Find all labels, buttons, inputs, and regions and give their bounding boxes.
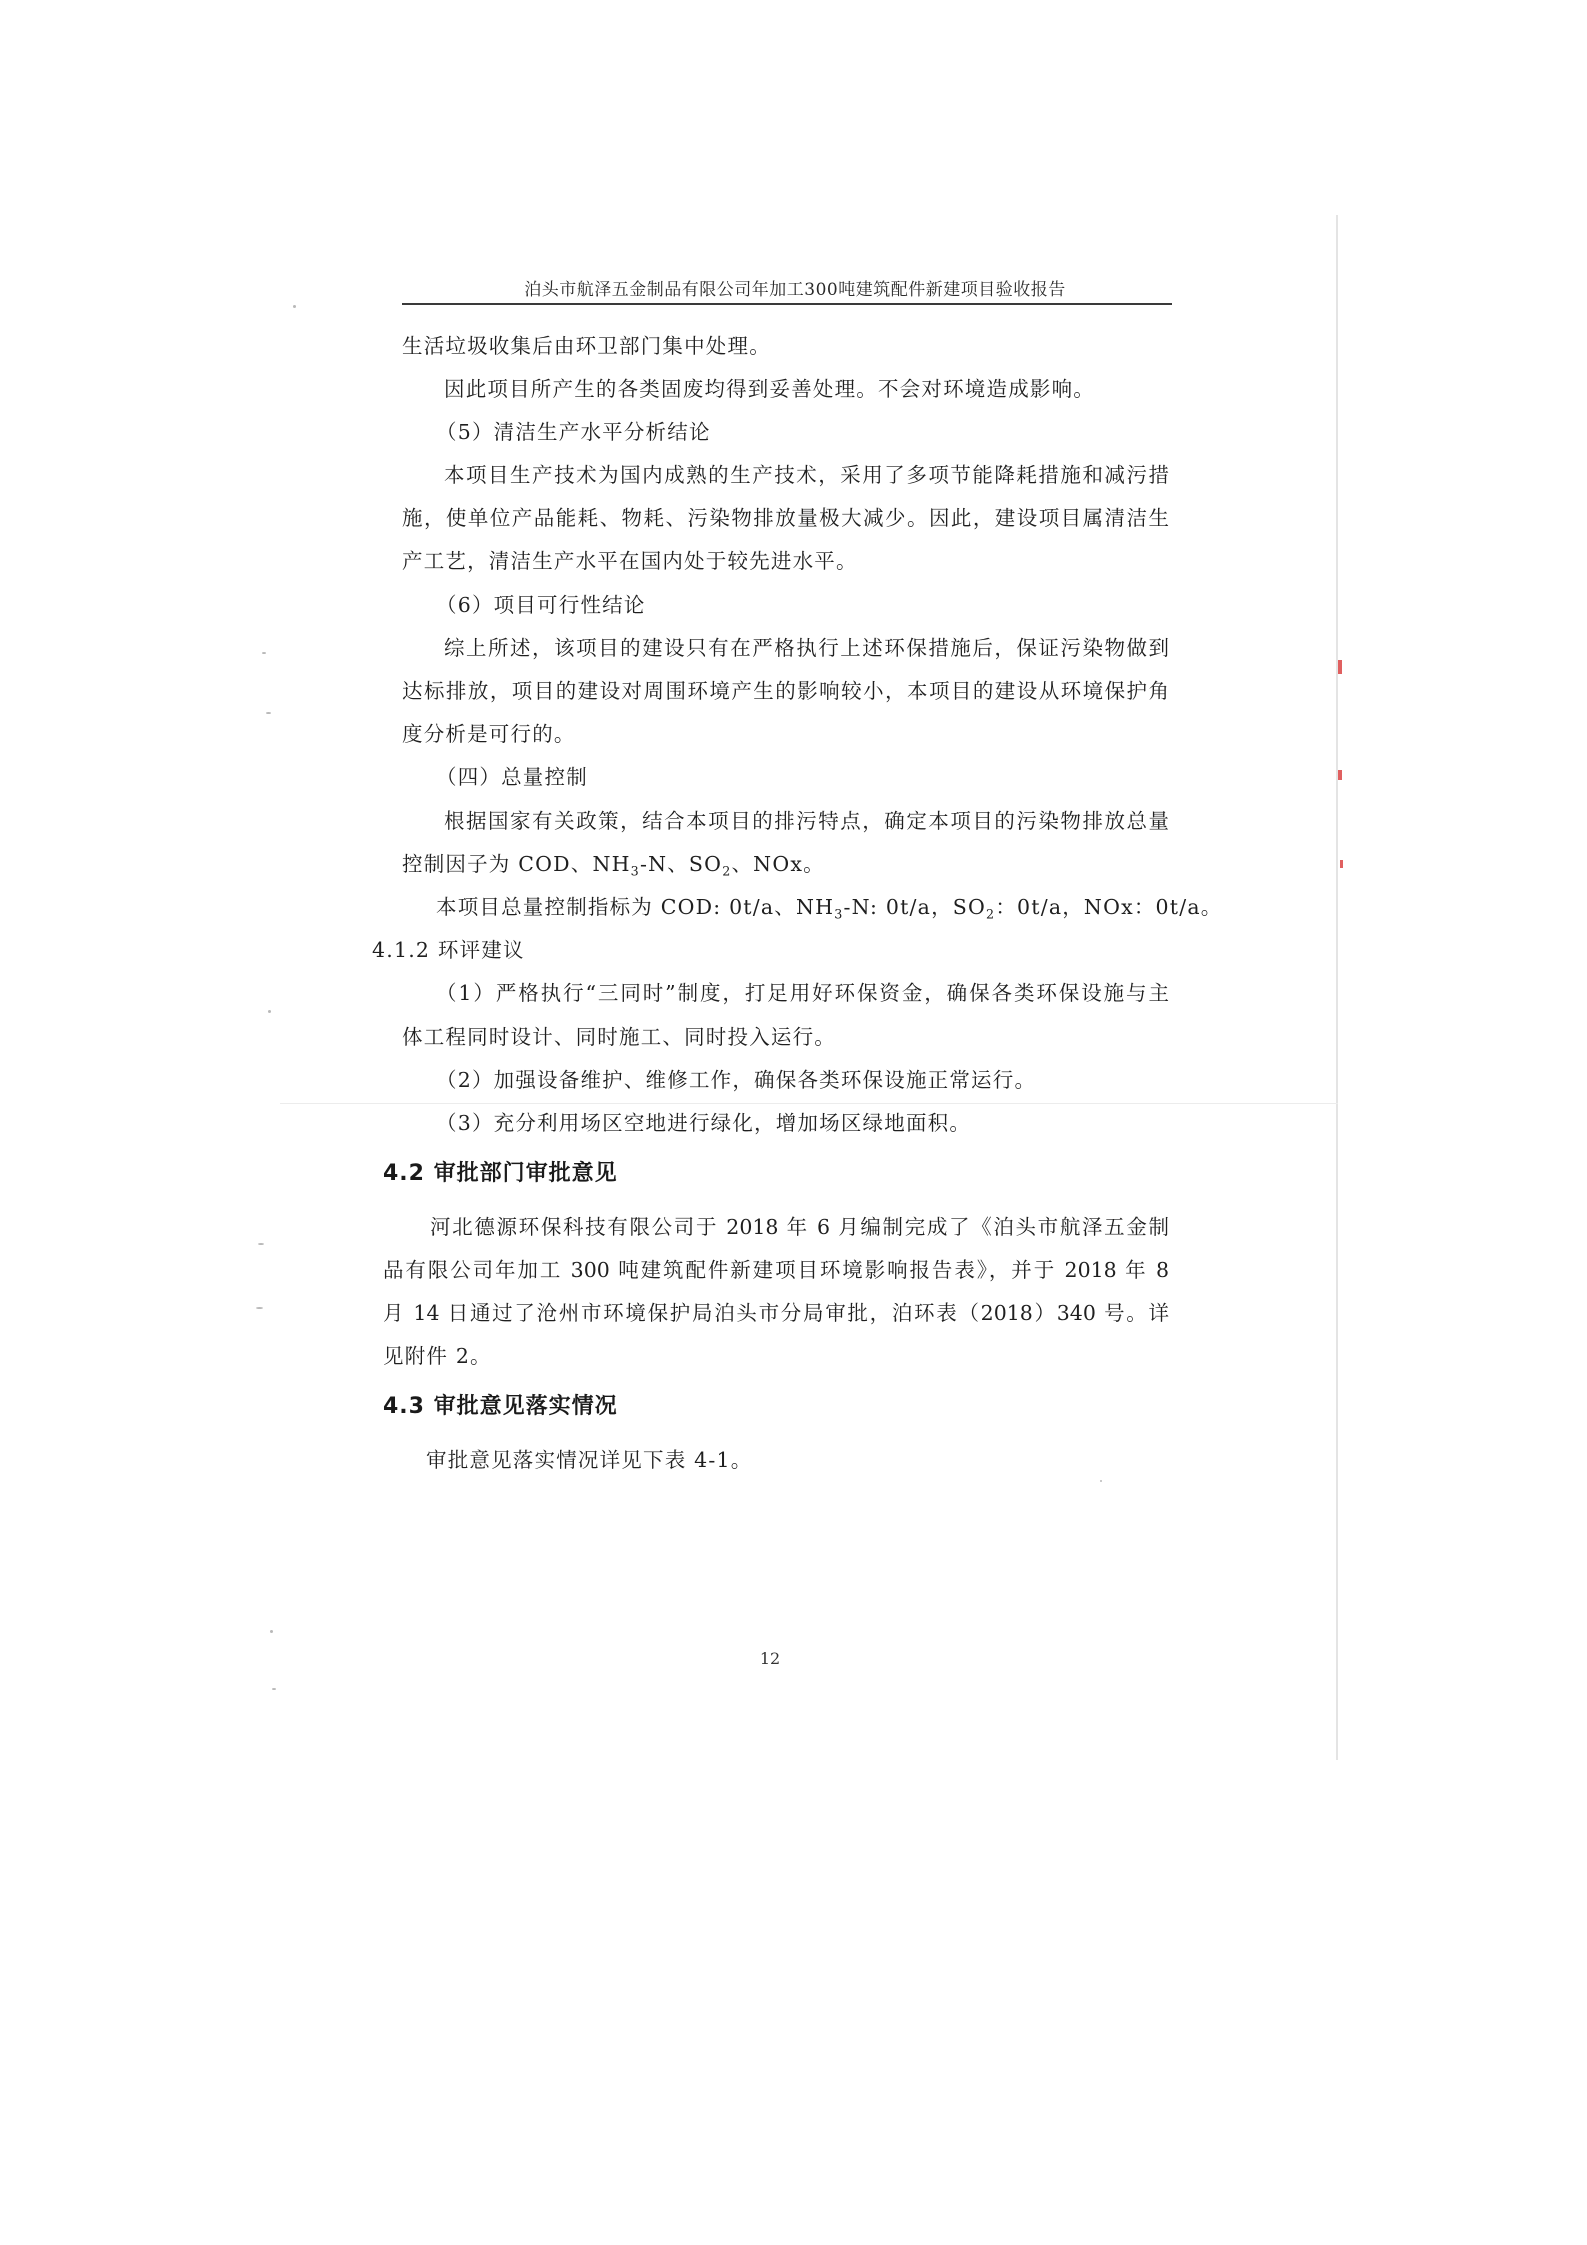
body-line: （2）加强设备维护、维修工作，确保各类环保设施正常运行。 <box>436 1068 1037 1092</box>
scan-speck <box>1100 1480 1102 1482</box>
body-line-formula <box>436 892 1222 922</box>
sub-heading: （6）项目可行性结论 <box>436 593 646 617</box>
sub-heading: （四）总量控制 <box>436 765 588 789</box>
body-line: 施，使单位产品能耗、物耗、污染物排放量极大减少。因此，建设项目属清洁生 <box>402 506 1169 530</box>
formula-text: -N: 0t/a，SO <box>843 895 987 919</box>
subscript: 2 <box>722 863 732 879</box>
formula-text: -N、SO <box>639 852 723 876</box>
subscript: 3 <box>630 863 640 879</box>
scan-edge <box>1336 215 1338 1760</box>
body-line: 审批意见落实情况详见下表 4-1。 <box>426 1448 753 1472</box>
margin-red-mark <box>1340 860 1343 868</box>
margin-red-mark <box>1338 770 1342 780</box>
header-rule <box>402 303 1172 305</box>
scan-speck <box>270 1630 273 1633</box>
body-line: 体工程同时设计、同时施工、同时投入运行。 <box>402 1025 836 1049</box>
scan-speck <box>258 1243 264 1245</box>
body-line: （1）严格执行“三同时”制度，打足用好环保资金，确保各类环保设施与主 <box>436 981 1169 1005</box>
body-line: 根据国家有关政策，结合本项目的排污特点，确定本项目的污染物排放总量 <box>444 809 1169 833</box>
scan-speck <box>262 652 266 654</box>
body-line: 河北德源环保科技有限公司于 2018 年 6 月编制完成了《泊头市航泽五金制 <box>430 1215 1169 1239</box>
sub-heading: （5）清洁生产水平分析结论 <box>436 420 711 444</box>
scan-fold-line <box>280 1103 1338 1104</box>
page-number: 12 <box>759 1649 781 1668</box>
body-line: 达标排放，项目的建设对周围环境产生的影响较小，本项目的建设从环境保护角 <box>402 679 1169 703</box>
body-line: 本项目生产技术为国内成熟的生产技术，采用了多项节能降耗措施和减污措 <box>444 463 1169 487</box>
body-line: 生活垃圾收集后由环卫部门集中处理。 <box>402 334 771 358</box>
formula-text: 控制因子为 COD、NH <box>402 852 631 876</box>
subscript: 3 <box>834 906 844 922</box>
formula-text: 本项目总量控制指标为 COD: 0t/a、NH <box>436 895 835 919</box>
formula-text: 、NOx。 <box>731 852 825 876</box>
body-line: 综上所述，该项目的建设只有在严格执行上述环保措施后，保证污染物做到 <box>444 636 1169 660</box>
body-line: 度分析是可行的。 <box>402 722 576 746</box>
section-heading-4-1-2: 4.1.2 环评建议 <box>372 938 525 962</box>
body-line: 见附件 2。 <box>383 1344 492 1368</box>
scan-speck <box>266 712 271 714</box>
scan-speck <box>272 1688 276 1690</box>
scan-speck <box>293 305 296 308</box>
margin-red-mark <box>1338 660 1342 674</box>
body-line: 产工艺，清洁生产水平在国内处于较先进水平。 <box>402 549 858 573</box>
subscript: 2 <box>986 906 996 922</box>
section-heading-4-2: 4.2 审批部门审批意见 <box>383 1161 618 1186</box>
running-header: 泊头市航泽五金制品有限公司年加工300吨建筑配件新建项目验收报告 <box>524 280 1066 300</box>
body-line: （3）充分利用场区空地进行绿化，增加场区绿地面积。 <box>436 1111 972 1135</box>
scan-speck <box>268 1010 271 1013</box>
section-heading-4-3: 4.3 审批意见落实情况 <box>383 1394 618 1419</box>
body-line: 月 14 日通过了沧州市环境保护局泊头市分局审批，泊环表（2018）340 号。详 <box>383 1301 1169 1325</box>
body-line-formula <box>402 849 825 879</box>
body-line: 因此项目所产生的各类固废均得到妥善处理。不会对环境造成影响。 <box>444 377 1095 401</box>
body-line: 品有限公司年加工 300 吨建筑配件新建项目环境影响报告表》，并于 2018 年 8 <box>383 1258 1169 1282</box>
formula-text: ：0t/a，NOx：0t/a。 <box>995 895 1223 919</box>
scan-speck <box>256 1307 263 1309</box>
